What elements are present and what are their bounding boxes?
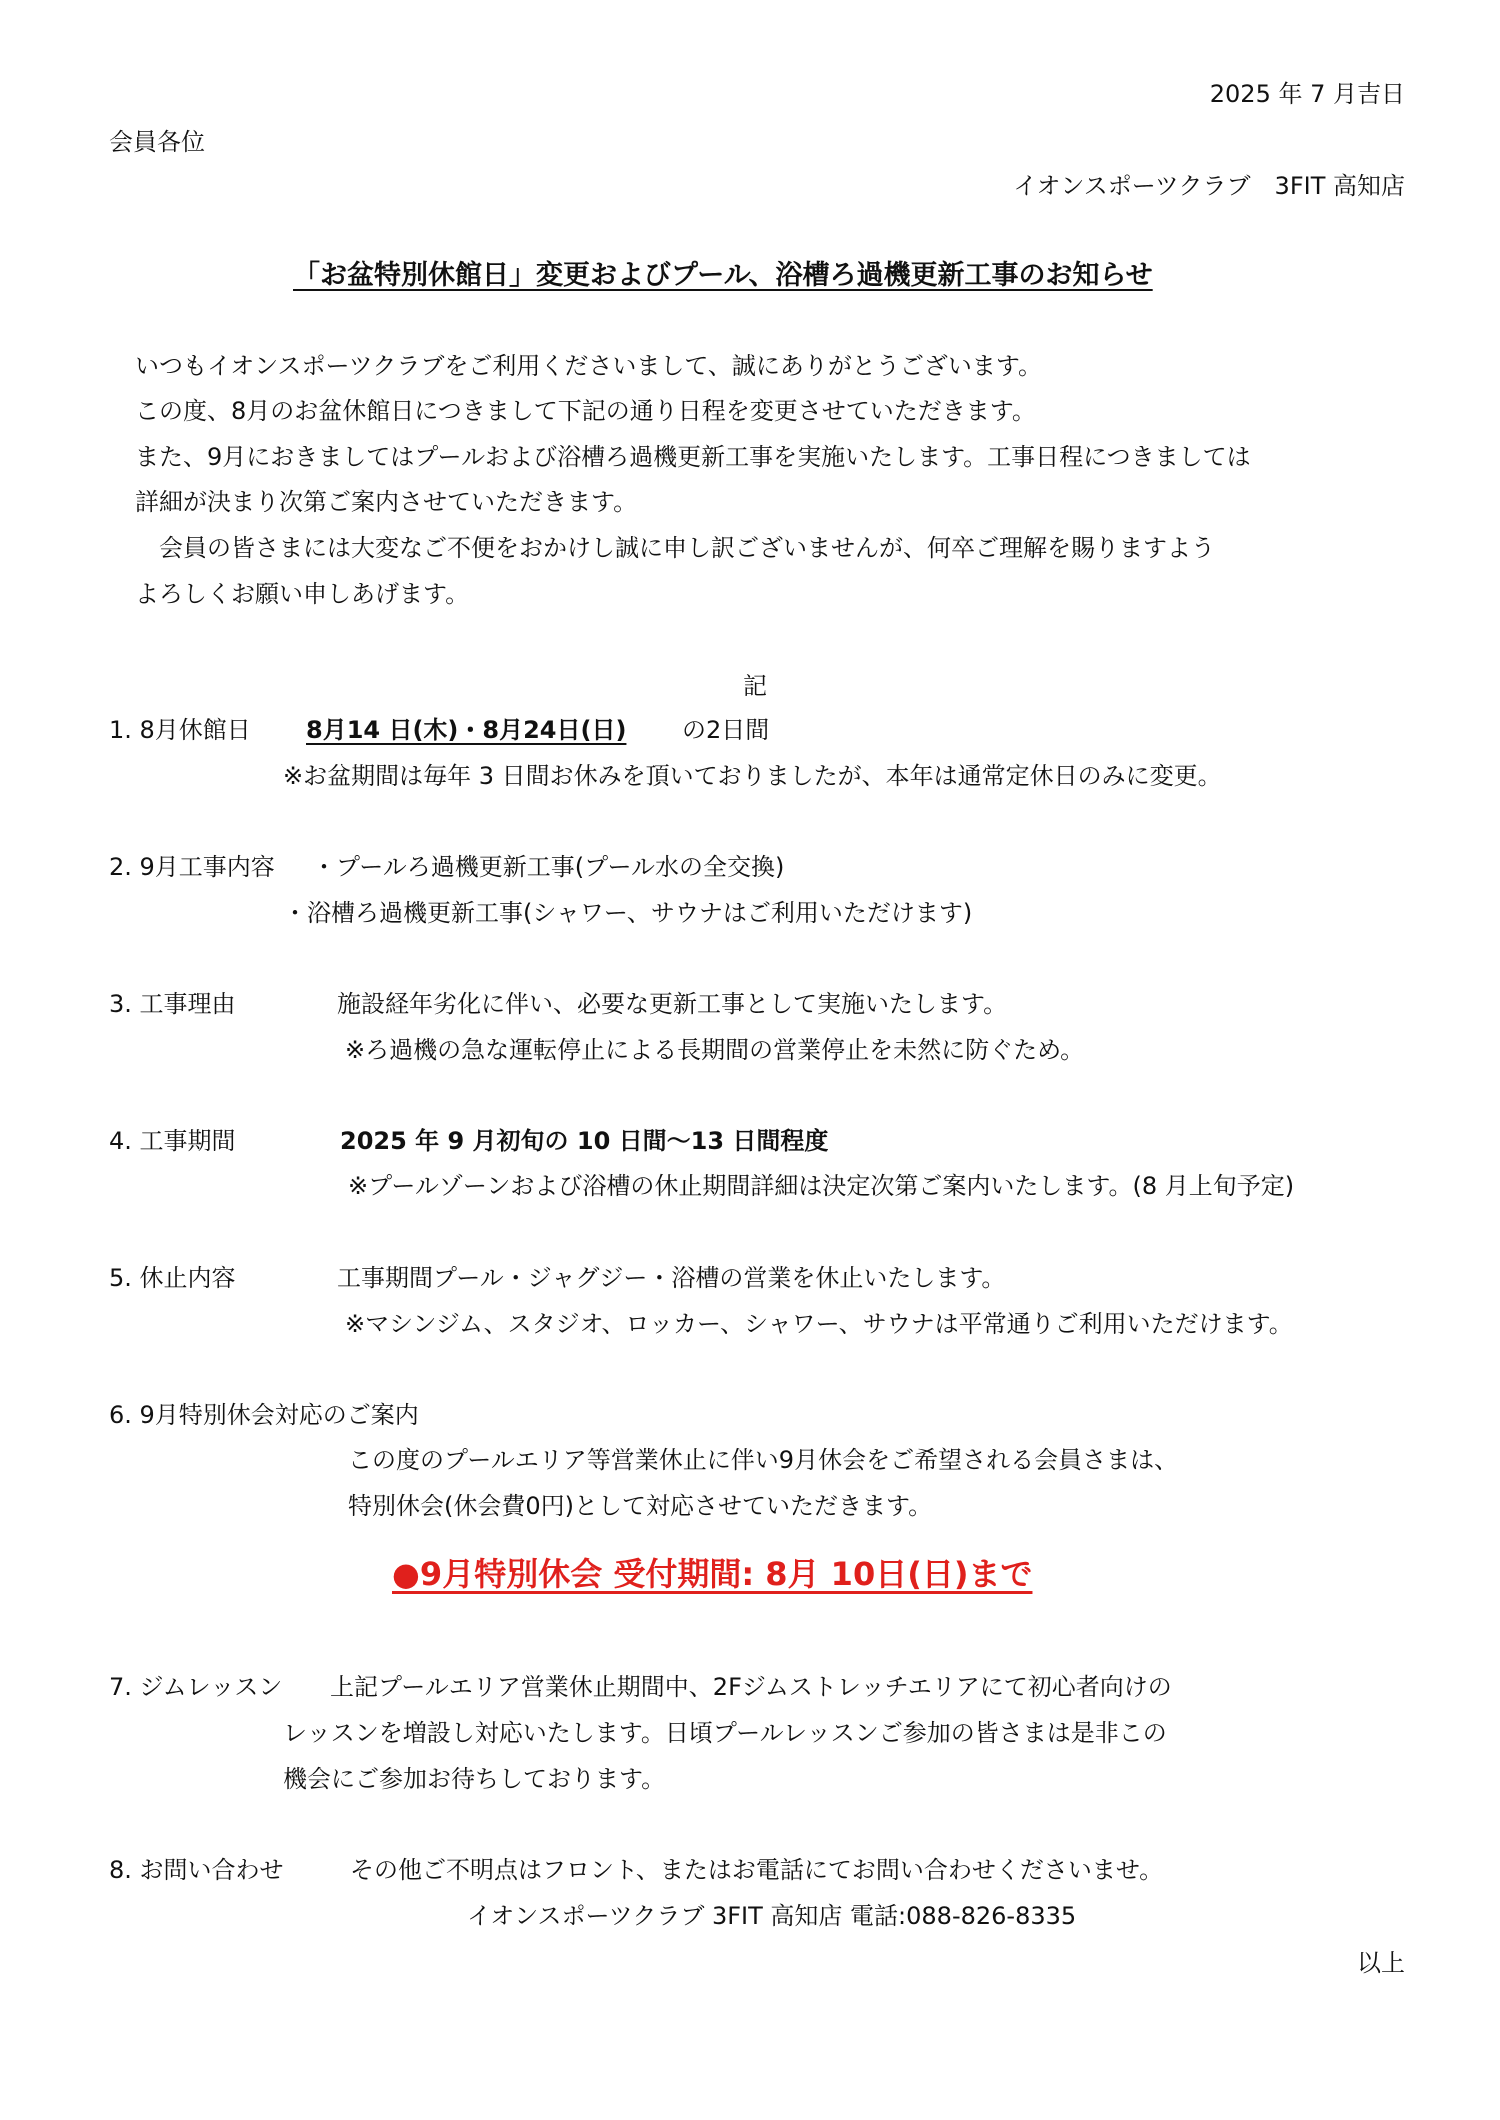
item3-line-1: 施設経年劣化に伴い、必要な更新工事として実施いたします。: [337, 990, 1008, 1018]
item7-line-1: 上記プールエリア営業休止期間中、2Fジムストレッチエリアにて初心者向けの: [330, 1673, 1172, 1701]
contact-info: イオンスポーツクラブ 3FIT 高知店 電話:088-826-8335: [467, 1902, 1077, 1930]
item1-dates: 8月14 日(木)・8月24日(日): [306, 716, 627, 744]
item1-suffix: の2日間: [682, 716, 770, 744]
item7-line-2: レッスンを増設し対応いたします。日頃プールレッスンご参加の皆さまは是非この: [283, 1719, 1167, 1747]
item5-label: 5. 休止内容: [109, 1264, 236, 1292]
item6-line-1: この度のプールエリア等営業休止に伴い9月休会をご希望される会員さまは、: [348, 1446, 1179, 1474]
intro-line-4: 詳細が決まり次第ご案内させていただきます。: [135, 488, 638, 516]
item5-line-1: 工事期間プール・ジャグジー・浴槽の営業を休止いたします。: [337, 1264, 1006, 1292]
item7-line-3: 機会にご参加お待ちしております。: [283, 1765, 666, 1793]
closing: 以上: [1357, 1949, 1405, 1977]
item7-label: 7. ジムレッスン: [109, 1673, 283, 1701]
document-date: 2025 年 7 月吉日: [1209, 80, 1405, 108]
item5-line-2: ※マシンジム、スタジオ、ロッカー、シャワー、サウナは平常通りご利用いただけます。: [345, 1310, 1293, 1338]
item4-label: 4. 工事期間: [109, 1127, 236, 1155]
item2-line-1: ・プールろ過機更新工事(プール水の全交換): [312, 853, 785, 881]
intro-line-6: よろしくお願い申しあげます。: [135, 580, 470, 608]
item2-label: 2. 9月工事内容: [109, 853, 275, 881]
item1-label: 1. 8月休館日: [109, 716, 251, 744]
item6-label: 6. 9月特別休会対応のご案内: [109, 1401, 419, 1429]
intro-line-2: この度、8月のお盆休館日につきまして下記の通り日程を変更させていただきます。: [135, 397, 1036, 425]
item1-note: ※お盆期間は毎年 3 日間お休みを頂いておりましたが、本年は通常定休日のみに変更。: [283, 762, 1222, 790]
item4-line-2: ※プールゾーンおよび浴槽の休止期間詳細は決定次第ご案内いたします。(8 月上旬予定): [348, 1172, 1295, 1200]
item4-line-1: 2025 年 9 月初旬の 10 日間～13 日間程度: [340, 1127, 829, 1155]
intro-line-3: また、9月におきましてはプールおよび浴槽ろ過機更新工事を実施いたします。工事日程につきましては: [135, 443, 1251, 471]
sender: イオンスポーツクラブ 3FIT 高知店: [1013, 172, 1405, 200]
item8-label: 8. お問い合わせ: [109, 1856, 284, 1884]
item6-line-2: 特別休会(休会費0円)として対応させていただきます。: [348, 1492, 933, 1520]
intro-line-5: 会員の皆さまには大変なご不便をおかけし誠に申し訳ございませんが、何卒ご理解を賜りますよう: [135, 534, 1215, 562]
item3-label: 3. 工事理由: [109, 990, 236, 1018]
intro-line-1: いつもイオンスポーツクラブをご利用くださいまして、誠にありがとうございます。: [135, 352, 1042, 380]
notice-title: 「お盆特別休館日」変更およびプール、浴槽ろ過機更新工事のお知らせ: [293, 260, 1153, 291]
item2-line-2: ・浴槽ろ過機更新工事(シャワー、サウナはご利用いただけます): [283, 899, 973, 927]
special-leave-deadline: ●9月特別休会 受付期間: 8月 10日(日)まで: [392, 1555, 1033, 1593]
item3-line-2: ※ろ過機の急な運転停止による長期間の営業停止を未然に防ぐため。: [345, 1036, 1085, 1064]
ki-mark: 記: [743, 672, 767, 700]
item8-line-1: その他ご不明点はフロント、またはお電話にてお問い合わせくださいませ。: [350, 1856, 1164, 1884]
recipient: 会員各位: [109, 128, 205, 156]
